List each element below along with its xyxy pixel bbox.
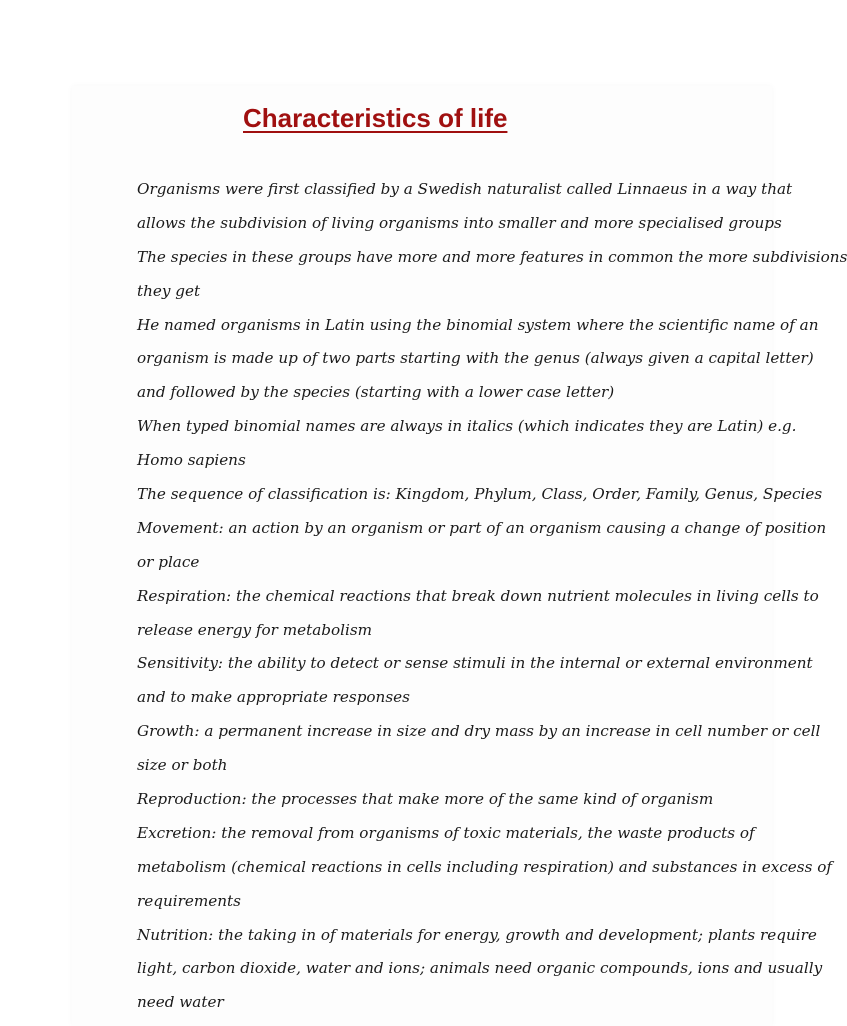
text-line: Reproduction: the processes that make more of the same kind of organism <box>137 790 714 809</box>
text-line: metabolism (chemical reactions in cells including respiration) and substances in excess of <box>137 857 832 876</box>
text-line: organism is made up of two parts starting with the genus (always given a capital letter) <box>137 349 814 368</box>
text-line: or place <box>137 552 200 571</box>
text-line: Excretion: the removal from organisms of toxic materials, the waste products of <box>137 823 755 842</box>
text-line: size or both <box>137 756 228 775</box>
text-line: Organisms were first classified by a Swedish naturalist called Linnaeus in a way that <box>137 180 793 198</box>
text-line: The species in these groups have more and more features in common the more subdivisions <box>137 247 847 266</box>
text-line: requirements <box>137 891 241 910</box>
text-line: they get <box>137 281 201 300</box>
text-line: release energy for metabolism <box>137 620 373 639</box>
text-line: Respiration: the chemical reactions that break down nutrient molecules in living cells to <box>137 586 819 605</box>
text-line: Sensitivity: the ability to detect or sense stimuli in the internal or external environment <box>137 654 813 673</box>
text-line: Nutrition: the taking in of materials for energy, growth and development; plants require <box>137 925 817 944</box>
document-title: Characteristics of life <box>243 103 508 133</box>
document-body <box>137 173 847 1020</box>
text-line: When typed binomial names are always in italics (which indicates they are Latin) e.g. <box>137 417 797 436</box>
text-line: Homo sapiens <box>137 451 246 470</box>
text-line: The sequence of classification is: Kingdom, Phylum, Class, Order, Family, Genus, Species <box>137 485 823 504</box>
text-line: He named organisms in Latin using the binomial system where the scientific name of an <box>137 315 819 334</box>
text-line: allows the subdivision of living organisms into smaller and more specialised groups <box>137 213 782 232</box>
text-line: light, carbon dioxide, water and ions; animals need organic compounds, ions and usually <box>137 959 823 978</box>
text-line: and to make appropriate responses <box>137 688 410 707</box>
text-line: and followed by the species (starting with a lower case letter) <box>137 383 615 402</box>
text-line: need water <box>137 993 224 1012</box>
text-line: Growth: a permanent increase in size and dry mass by an increase in cell number or cell <box>137 722 821 741</box>
text-line: Movement: an action by an organism or part of an organism causing a change of position <box>137 518 827 537</box>
